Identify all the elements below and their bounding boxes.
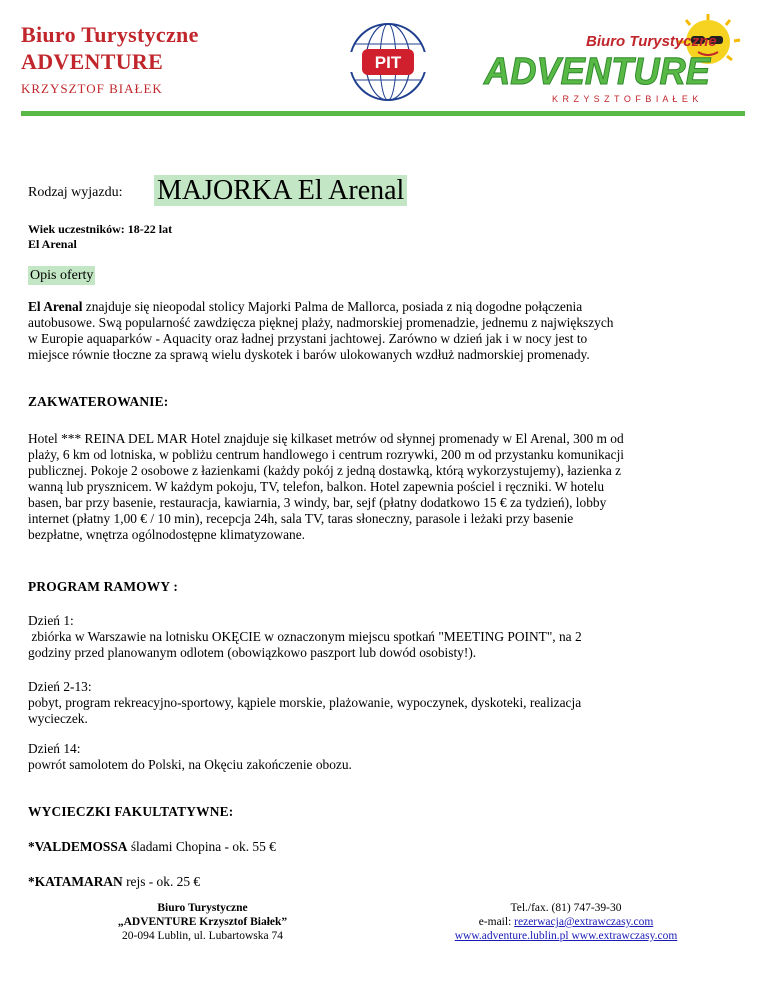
accommodation-line: publicznej. Pokoje 2 osobowe z łazienkami (każdy pokój z jedną dostawką, którą wykorzystujemy), łazienka z bbox=[28, 463, 622, 478]
footer-phone: Tel./fax. (81) 747-39-30 bbox=[510, 902, 622, 914]
excursions-heading: WYCIECZKI FAKULTATYWNE: bbox=[28, 804, 234, 819]
program-day-line: zbiórka w Warszawie na lotnisku OKĘCIE w oznaczonym miejscu spotkań "MEETING POINT", na 2 bbox=[28, 629, 582, 644]
program-day-2-13 bbox=[28, 679, 740, 727]
excursion-name: *VALDEMOSSA bbox=[28, 839, 128, 854]
offer-line-1-text: znajduje się nieopodal stolicy Majorki Palma de Mallorca, posiada z nią dogodne połączenia bbox=[82, 299, 583, 314]
footer-company-line2: „ADVENTURE Krzysztof Białek” bbox=[117, 916, 288, 928]
offer-line-1 bbox=[28, 299, 740, 315]
excursion-item bbox=[28, 874, 740, 890]
accommodation-line: wanną lub prysznicem. W każdym pokoju, TV, telefon, balkon. Hotel zapewnia pościel i ręczniki. W hotelu bbox=[28, 479, 605, 494]
offer-line-2: autobusowe. Swą popularność zawdzięcza pięknej plaży, nadmorskiej promenadzie, jednemu z największych bbox=[28, 315, 614, 330]
company-name-block bbox=[21, 22, 199, 97]
footer-company bbox=[105, 901, 300, 943]
header-divider bbox=[21, 111, 745, 116]
adventure-logo-main: ADVENTURE bbox=[483, 51, 712, 93]
company-owner: KRZYSZTOF BIAŁEK bbox=[21, 81, 163, 96]
program-day-line: pobyt, program rekreacyjno-sportowy, kąpiele morskie, plażowanie, wypoczynek, dyskoteki, realizacja bbox=[28, 695, 582, 710]
adventure-logo-top: Biuro Turystyczne bbox=[586, 33, 717, 50]
pit-logo-text: PIT bbox=[374, 53, 402, 72]
program-day-line: wycieczek. bbox=[28, 711, 88, 726]
footer-email-link[interactable]: rezerwacja@extrawczasy.com bbox=[514, 916, 654, 928]
footer-site-link-adventure[interactable]: www.adventure.lublin.pl bbox=[454, 930, 572, 942]
program-day-14 bbox=[28, 741, 740, 773]
excursion-detail: śladami Chopina - ok. 55 € bbox=[127, 839, 276, 854]
offer-lead: El Arenal bbox=[28, 299, 83, 314]
program-day-line: powrót samolotem do Polski, na Okęciu zakończenie obozu. bbox=[28, 757, 352, 772]
trip-meta bbox=[28, 222, 172, 252]
accommodation-line: internet (płatny 1,00 € / 10 min), recepcja 24h, sala TV, taras słoneczny, parasole i leżaki przy basenie bbox=[28, 511, 574, 526]
trip-type-value: MAJORKA El Arenal bbox=[154, 175, 407, 206]
footer-company-line1: Biuro Turystyczne bbox=[157, 902, 248, 914]
accommodation-line: Hotel *** REINA DEL MAR Hotel znajduje się kilkaset metrów od słynnej promenady w El Arenal, 300 m od bbox=[28, 431, 624, 446]
program-heading: PROGRAM RAMOWY : bbox=[28, 579, 178, 594]
adventure-logo-sub: K R Z Y S Z T O F B I A Ł E K bbox=[552, 94, 700, 104]
trip-location: El Arenal bbox=[28, 237, 77, 251]
trip-type-label: Rodzaj wyjazdu: bbox=[28, 185, 123, 200]
pit-logo bbox=[332, 22, 444, 102]
footer-site-link-extrawczasy[interactable]: www.extrawczasy.com bbox=[571, 930, 678, 942]
program-day-line: godziny przed planowanym odlotem (obowiązkowo paszport lub dowód osobisty!). bbox=[28, 645, 477, 660]
adventure-logo bbox=[478, 14, 744, 106]
footer-contact bbox=[432, 901, 700, 943]
company-name-line2: ADVENTURE bbox=[21, 49, 164, 74]
program-day-title: Dzień 1: bbox=[28, 613, 74, 628]
footer-web-row bbox=[432, 929, 700, 943]
offer-line-4: miejsce równie tłoczne za sprawą wielu dyskotek i barów ulokowanych wzdłuż nadmorskiej promenady. bbox=[28, 347, 590, 362]
excursion-name: *KATAMARAN bbox=[28, 874, 123, 889]
page-header bbox=[0, 0, 768, 115]
footer-email-row bbox=[432, 915, 700, 929]
footer-email-label: e-mail: bbox=[478, 916, 515, 928]
footer-address: 20-094 Lublin, ul. Lubartowska 74 bbox=[122, 930, 283, 942]
offer-description-tag: Opis oferty bbox=[30, 268, 94, 283]
accommodation-line: basen, bar przy basenie, restauracja, kawiarnia, 3 windy, bar, sejf (płatny dodatkowo 15 € za tydzień), lobby bbox=[28, 495, 607, 510]
program-day-title: Dzień 14: bbox=[28, 741, 81, 756]
offer-description bbox=[28, 299, 740, 363]
accommodation-line: bezpłatne, wnętrza ogólnodostępne klimatyzowane. bbox=[28, 527, 306, 542]
accommodation-heading: ZAKWATEROWANIE: bbox=[28, 394, 169, 409]
accommodation-line: plaży, 6 km od lotniska, w pobliżu centrum handlowego i centrum rozrywki, 200 m od przystanku komunikacji bbox=[28, 447, 625, 462]
accommodation-text bbox=[28, 431, 740, 543]
program-day-title: Dzień 2-13: bbox=[28, 679, 92, 694]
offer-line-3: w Europie aquaparków - Aquacity oraz ładnej przystani jachtowej. Zarówno w dzień jak i w nocy jest to bbox=[28, 331, 588, 346]
excursion-detail: rejs - ok. 25 € bbox=[122, 874, 201, 889]
excursion-item bbox=[28, 839, 740, 855]
participants-age: Wiek uczestników: 18-22 lat bbox=[28, 222, 173, 236]
program-day-1 bbox=[28, 613, 740, 661]
company-name-line1: Biuro Turystyczne bbox=[21, 22, 199, 47]
